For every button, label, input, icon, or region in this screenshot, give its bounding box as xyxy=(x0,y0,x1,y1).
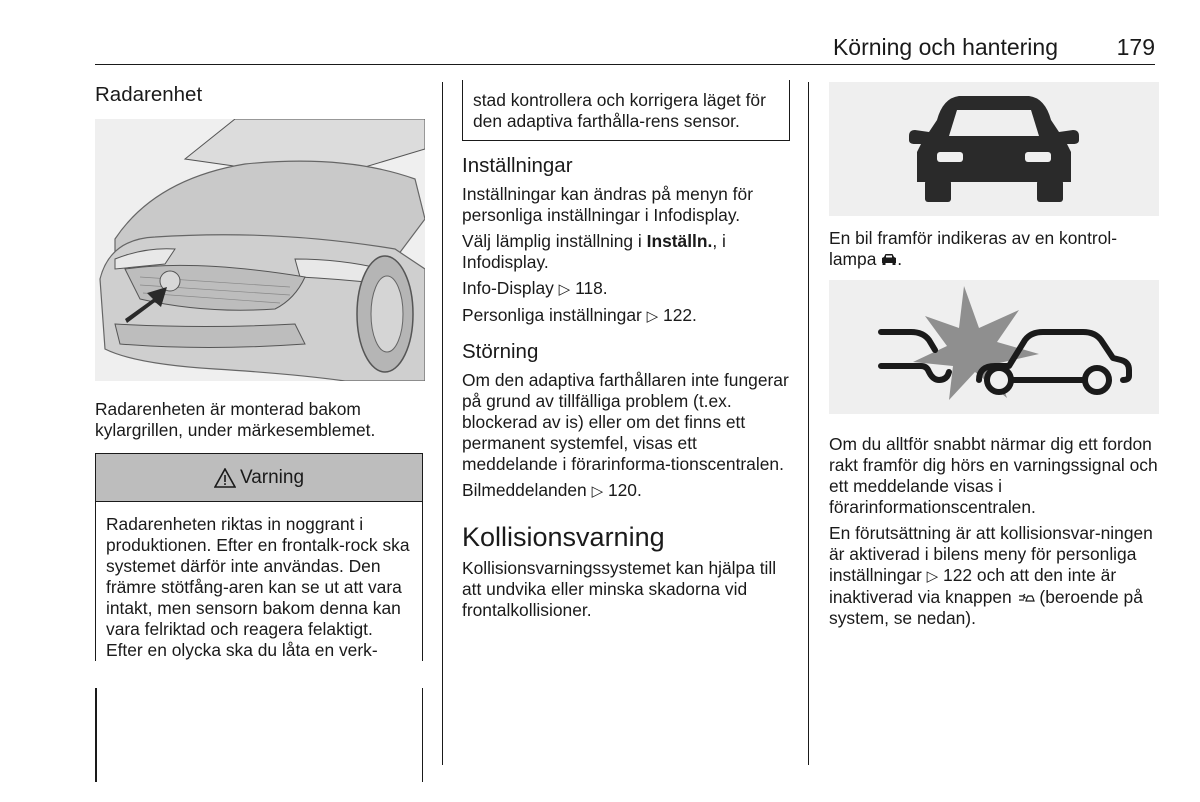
reference-text: Personliga inställningar xyxy=(462,305,642,325)
radar-heading: Radarenhet xyxy=(95,83,203,106)
prerequisite-text-end: (beroende på system, se nedan). xyxy=(829,587,1143,628)
settings-choose-paragraph xyxy=(462,231,792,273)
column-divider-1 xyxy=(442,82,443,765)
column-divider-2 xyxy=(808,82,809,765)
settings-paragraph: Inställningar kan ändras på menyn för personliga inställningar i Infodisplay. xyxy=(462,184,753,225)
car-front-illustration xyxy=(95,119,425,381)
reference-page: 120. xyxy=(607,480,642,500)
settings-heading: Inställningar xyxy=(462,154,573,177)
warning-continuation-text: stad kontrollera och korrigera läget för den adaptiva farthålla-rens sensor. xyxy=(473,90,766,131)
car-ahead-indicator-illustration xyxy=(829,82,1159,216)
chapter-title: Körning och hantering xyxy=(832,34,1058,60)
warning-triangle-icon xyxy=(214,468,236,488)
prerequisite-paragraph xyxy=(829,523,1159,629)
warning-box-left-rule xyxy=(95,688,97,782)
car-ahead-text: En bil framför indikeras av en kontrol-lampa xyxy=(829,228,1118,269)
warning-text: Radarenheten riktas in noggrant i produktionen. Efter en frontalk-rock ska systemet därför inte användas. Den främre stötfång-aren kan se ut att vara intakt, men sensorn bakom denna kan vara felriktad och reagera felaktigt. Efter en olycka ska du låta en verk- xyxy=(106,514,410,660)
fault-paragraph: Om den adaptiva farthållaren inte fungerar på grund av tillfälliga problem (t.ex. blockerad av is) eller om det finns ett permanent systemfel, visas ett meddelande i förarinforma-tionscentralen. xyxy=(462,370,789,474)
collision-icon xyxy=(829,280,1159,414)
radar-unit-car-illustration xyxy=(95,119,425,381)
reference-text: Bilmeddelanden xyxy=(462,480,587,500)
car-ahead-paragraph xyxy=(829,228,1159,270)
warning-continuation-box xyxy=(462,80,790,141)
reference-page: 118. xyxy=(575,278,608,298)
personal-settings-reference xyxy=(462,305,792,327)
reference-page: 122 xyxy=(943,565,973,585)
collision-illustration xyxy=(829,280,1159,414)
fault-heading: Störning xyxy=(462,340,539,363)
approach-warning-paragraph: Om du alltför snabbt närmar dig ett fordon rakt framför dig hörs en varningssignal och ett meddelande visas i förarinformationscentralen. xyxy=(829,434,1158,517)
collision-warning-button-icon xyxy=(1017,592,1035,604)
vehicle-ahead-icon xyxy=(829,82,1159,216)
warning-box-right-rule xyxy=(422,688,424,782)
prerequisite-text: En förutsättning är att kollisionsvar-ningen är aktiverad i bilens meny för personliga inställningar xyxy=(829,523,1153,585)
vehicle-messages-reference xyxy=(462,480,792,502)
reference-text: Info-Display xyxy=(462,278,554,298)
warning-title: Varning xyxy=(239,467,305,488)
warning-header xyxy=(96,454,422,502)
settings-choose-text: Välj lämplig inställning i xyxy=(462,231,647,251)
radar-caption: Radarenheten är monterad bakom kylargrillen, under märkesemblemet. xyxy=(95,399,376,440)
page-reference-arrow-icon: ▷ xyxy=(558,281,571,298)
column-2 xyxy=(462,82,792,626)
car-ahead-text-end: . xyxy=(897,249,903,269)
collision-warning-heading: Kollisionsvarning xyxy=(462,522,665,552)
page-reference-arrow-icon: ▷ xyxy=(591,483,604,500)
info-display-reference xyxy=(462,278,792,300)
warning-box xyxy=(95,453,423,661)
collision-warning-paragraph: Kollisionsvarningssystemet kan hjälpa till att undvika eller minska skadorna vid frontalkollisioner. xyxy=(462,558,777,620)
prerequisite-text-cont: och att den inte är inaktiverad via knappen xyxy=(829,565,1117,607)
column-3 xyxy=(829,82,1159,634)
page-number: 179 xyxy=(1116,34,1155,60)
page-reference-arrow-icon: ▷ xyxy=(646,308,659,325)
column-1 xyxy=(95,82,425,661)
reference-page: 122. xyxy=(663,305,697,325)
page-reference-arrow-icon: ▷ xyxy=(926,568,939,585)
header-rule xyxy=(95,64,1155,65)
settings-choose-text-end: , i Infodisplay. xyxy=(462,231,726,272)
settings-menu-name: Inställn. xyxy=(646,231,713,251)
vehicle-ahead-indicator-icon xyxy=(881,253,897,266)
